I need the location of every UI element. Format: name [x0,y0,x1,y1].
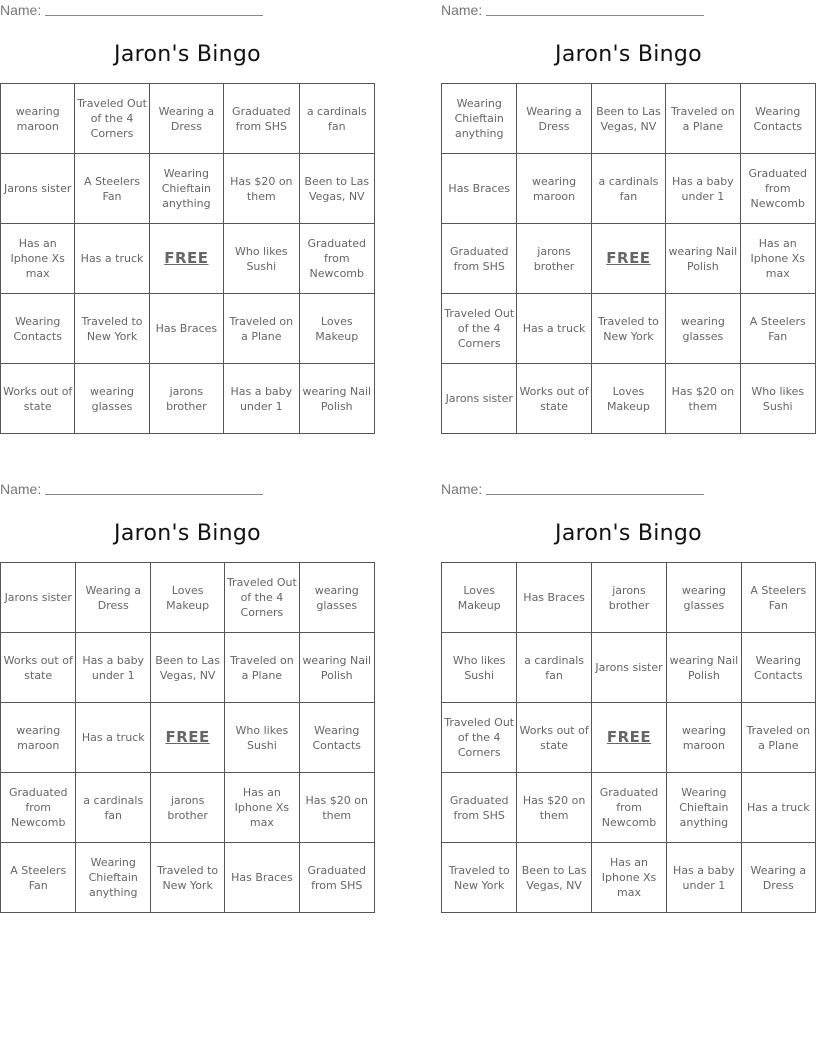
free-space-cell[interactable]: FREE [591,224,666,294]
bingo-cell[interactable]: Graduated from Newcomb [591,773,666,843]
bingo-grid [0,562,375,913]
bingo-cell[interactable]: Wearing a Dress [741,843,815,913]
bingo-cell[interactable]: Graduated from Newcomb [1,773,76,843]
bingo-cell[interactable]: Been to Las Vegas, NV [591,84,666,154]
bingo-row [442,703,816,773]
bingo-cell[interactable]: Been to Las Vegas, NV [517,843,591,913]
name-label: Name: [441,481,483,497]
bingo-row [442,364,816,434]
bingo-cell[interactable]: Traveled Out of the 4 Corners [442,294,517,364]
bingo-cell[interactable]: Has a baby under 1 [666,154,740,224]
bingo-cell[interactable]: Who likes Sushi [225,703,299,773]
bingo-cell[interactable]: Has Braces [149,294,223,364]
bingo-cell[interactable]: Traveled to New York [151,843,225,913]
bingo-cell[interactable]: Who likes Sushi [224,224,299,294]
bingo-row [1,633,375,703]
bingo-cell[interactable]: Works out of state [1,633,76,703]
bingo-cell[interactable]: Traveled Out of the 4 Corners [225,563,299,633]
bingo-cell[interactable]: A Steelers Fan [741,563,815,633]
bingo-cell[interactable]: Graduated from Newcomb [299,224,374,294]
bingo-cell[interactable]: Traveled on a Plane [224,294,299,364]
bingo-row [442,563,816,633]
bingo-cell[interactable]: a cardinals fan [299,84,374,154]
bingo-cell[interactable]: Has $20 on them [299,773,374,843]
bingo-cell[interactable]: Has an Iphone Xs max [740,224,816,294]
name-blank-line[interactable] [486,3,704,16]
bingo-row [1,703,375,773]
bingo-cell[interactable]: Traveled Out of the 4 Corners [442,703,517,773]
bingo-cell[interactable]: Has Braces [225,843,299,913]
bingo-cell[interactable]: Who likes Sushi [740,364,816,434]
bingo-cell[interactable]: Traveled to New York [75,294,149,364]
bingo-row [442,84,816,154]
bingo-cell[interactable]: Graduated from SHS [299,843,374,913]
bingo-cell[interactable]: wearing maroon [517,154,591,224]
name-label: Name: [441,2,483,18]
bingo-row [1,294,375,364]
bingo-row [442,224,816,294]
bingo-cell[interactable]: a cardinals fan [591,154,666,224]
bingo-cell[interactable]: Has Braces [517,563,591,633]
bingo-cell[interactable]: Wearing Chieftain anything [149,154,223,224]
bingo-cell[interactable]: wearing glasses [299,563,374,633]
bingo-cell[interactable]: wearing maroon [667,703,741,773]
bingo-row [1,364,375,434]
bingo-row [442,154,816,224]
name-field [0,481,263,497]
bingo-cell[interactable]: wearing Nail Polish [666,224,740,294]
name-blank-line[interactable] [45,482,263,495]
bingo-row [442,843,816,913]
bingo-cell[interactable]: Wearing Contacts [299,703,374,773]
bingo-cell[interactable]: Graduated from SHS [442,773,517,843]
bingo-cell[interactable]: a cardinals fan [76,773,151,843]
bingo-cell[interactable]: wearing maroon [1,84,75,154]
bingo-cell[interactable]: Traveled on a Plane [741,703,815,773]
bingo-cell[interactable]: jarons brother [149,364,223,434]
bingo-cell[interactable]: Has a truck [741,773,815,843]
bingo-cell[interactable]: Traveled Out of the 4 Corners [75,84,149,154]
bingo-cell[interactable]: Graduated from SHS [224,84,299,154]
bingo-cell[interactable]: Who likes Sushi [442,633,517,703]
bingo-cell[interactable]: Jarons sister [1,563,76,633]
bingo-row [1,843,375,913]
bingo-cell[interactable]: jarons brother [591,563,666,633]
bingo-cell[interactable]: Traveled on a Plane [666,84,740,154]
free-space-cell[interactable]: FREE [149,224,223,294]
bingo-row [1,84,375,154]
bingo-cell[interactable]: Wearing Contacts [1,294,75,364]
bingo-cell[interactable]: a cardinals fan [517,633,591,703]
bingo-cell[interactable]: wearing glasses [666,294,740,364]
bingo-cell[interactable]: Jarons sister [591,633,666,703]
bingo-cell[interactable]: Jarons sister [1,154,75,224]
bingo-cell[interactable]: Loves Makeup [442,563,517,633]
bingo-cell[interactable]: Been to Las Vegas, NV [299,154,374,224]
bingo-cell[interactable]: wearing Nail Polish [299,364,374,434]
bingo-grid [0,83,375,434]
bingo-cell[interactable]: Wearing a Dress [149,84,223,154]
bingo-cell[interactable]: Loves Makeup [591,364,666,434]
bingo-cell[interactable]: Traveled on a Plane [225,633,299,703]
bingo-cell[interactable]: jarons brother [151,773,225,843]
bingo-cell[interactable]: Traveled to New York [591,294,666,364]
name-label: Name: [0,481,42,497]
bingo-cell[interactable]: Has an Iphone Xs max [1,224,75,294]
free-space-cell[interactable]: FREE [591,703,666,773]
bingo-cell[interactable]: Has a truck [75,224,149,294]
bingo-cell[interactable]: Wearing a Dress [76,563,151,633]
bingo-cell[interactable]: Jarons sister [442,364,517,434]
name-blank-line[interactable] [486,482,704,495]
bingo-cell[interactable]: Loves Makeup [299,294,374,364]
bingo-row [442,633,816,703]
bingo-cell[interactable]: Wearing Contacts [740,84,816,154]
bingo-cell[interactable]: Has $20 on them [666,364,740,434]
bingo-cell[interactable]: A Steelers Fan [75,154,149,224]
bingo-cell[interactable]: Wearing Chieftain anything [667,773,741,843]
bingo-cell[interactable]: Has a baby under 1 [224,364,299,434]
bingo-cell[interactable]: jarons brother [517,224,591,294]
card-title: Jaron's Bingo [555,42,702,67]
bingo-cell[interactable]: Wearing Chieftain anything [442,84,517,154]
bingo-cell[interactable]: Has a truck [76,703,151,773]
card-title: Jaron's Bingo [114,521,261,546]
bingo-cell[interactable]: Has an Iphone Xs max [591,843,666,913]
bingo-cell[interactable]: wearing Nail Polish [667,633,741,703]
bingo-cell[interactable]: Graduated from Newcomb [740,154,816,224]
name-blank-line[interactable] [45,3,263,16]
name-field [441,481,704,497]
bingo-grid [441,83,816,434]
bingo-cell[interactable]: Has $20 on them [517,773,591,843]
bingo-cell[interactable]: wearing glasses [75,364,149,434]
bingo-cell[interactable]: wearing glasses [667,563,741,633]
bingo-grid [441,562,816,913]
bingo-row [442,294,816,364]
bingo-cell[interactable]: Wearing Contacts [741,633,815,703]
bingo-cell[interactable]: Has a baby under 1 [667,843,741,913]
name-label: Name: [0,2,42,18]
bingo-cell[interactable]: Has a truck [517,294,591,364]
bingo-cell[interactable]: Has Braces [442,154,517,224]
bingo-cell[interactable]: Works out of state [1,364,75,434]
bingo-cell[interactable]: Graduated from SHS [442,224,517,294]
bingo-cell[interactable]: Traveled to New York [442,843,517,913]
bingo-cell[interactable]: A Steelers Fan [740,294,816,364]
bingo-cell[interactable]: Loves Makeup [151,563,225,633]
card-title: Jaron's Bingo [114,42,261,67]
card-title: Jaron's Bingo [555,521,702,546]
bingo-cell[interactable]: wearing maroon [1,703,76,773]
name-field [441,2,704,18]
bingo-cell[interactable]: Has $20 on them [224,154,299,224]
bingo-cell[interactable]: Wearing Chieftain anything [76,843,151,913]
bingo-cell[interactable]: Has a baby under 1 [76,633,151,703]
bingo-cell[interactable]: wearing Nail Polish [299,633,374,703]
bingo-row [1,224,375,294]
bingo-cell[interactable]: A Steelers Fan [1,843,76,913]
free-space-cell[interactable]: FREE [151,703,225,773]
bingo-cell[interactable]: Works out of state [517,364,591,434]
bingo-cell[interactable]: Wearing a Dress [517,84,591,154]
name-field [0,2,263,18]
bingo-row [1,773,375,843]
bingo-cell[interactable]: Been to Las Vegas, NV [151,633,225,703]
bingo-cell[interactable]: Has an Iphone Xs max [225,773,299,843]
bingo-cell[interactable]: Works out of state [517,703,591,773]
bingo-row [442,773,816,843]
bingo-row [1,154,375,224]
bingo-row [1,563,375,633]
